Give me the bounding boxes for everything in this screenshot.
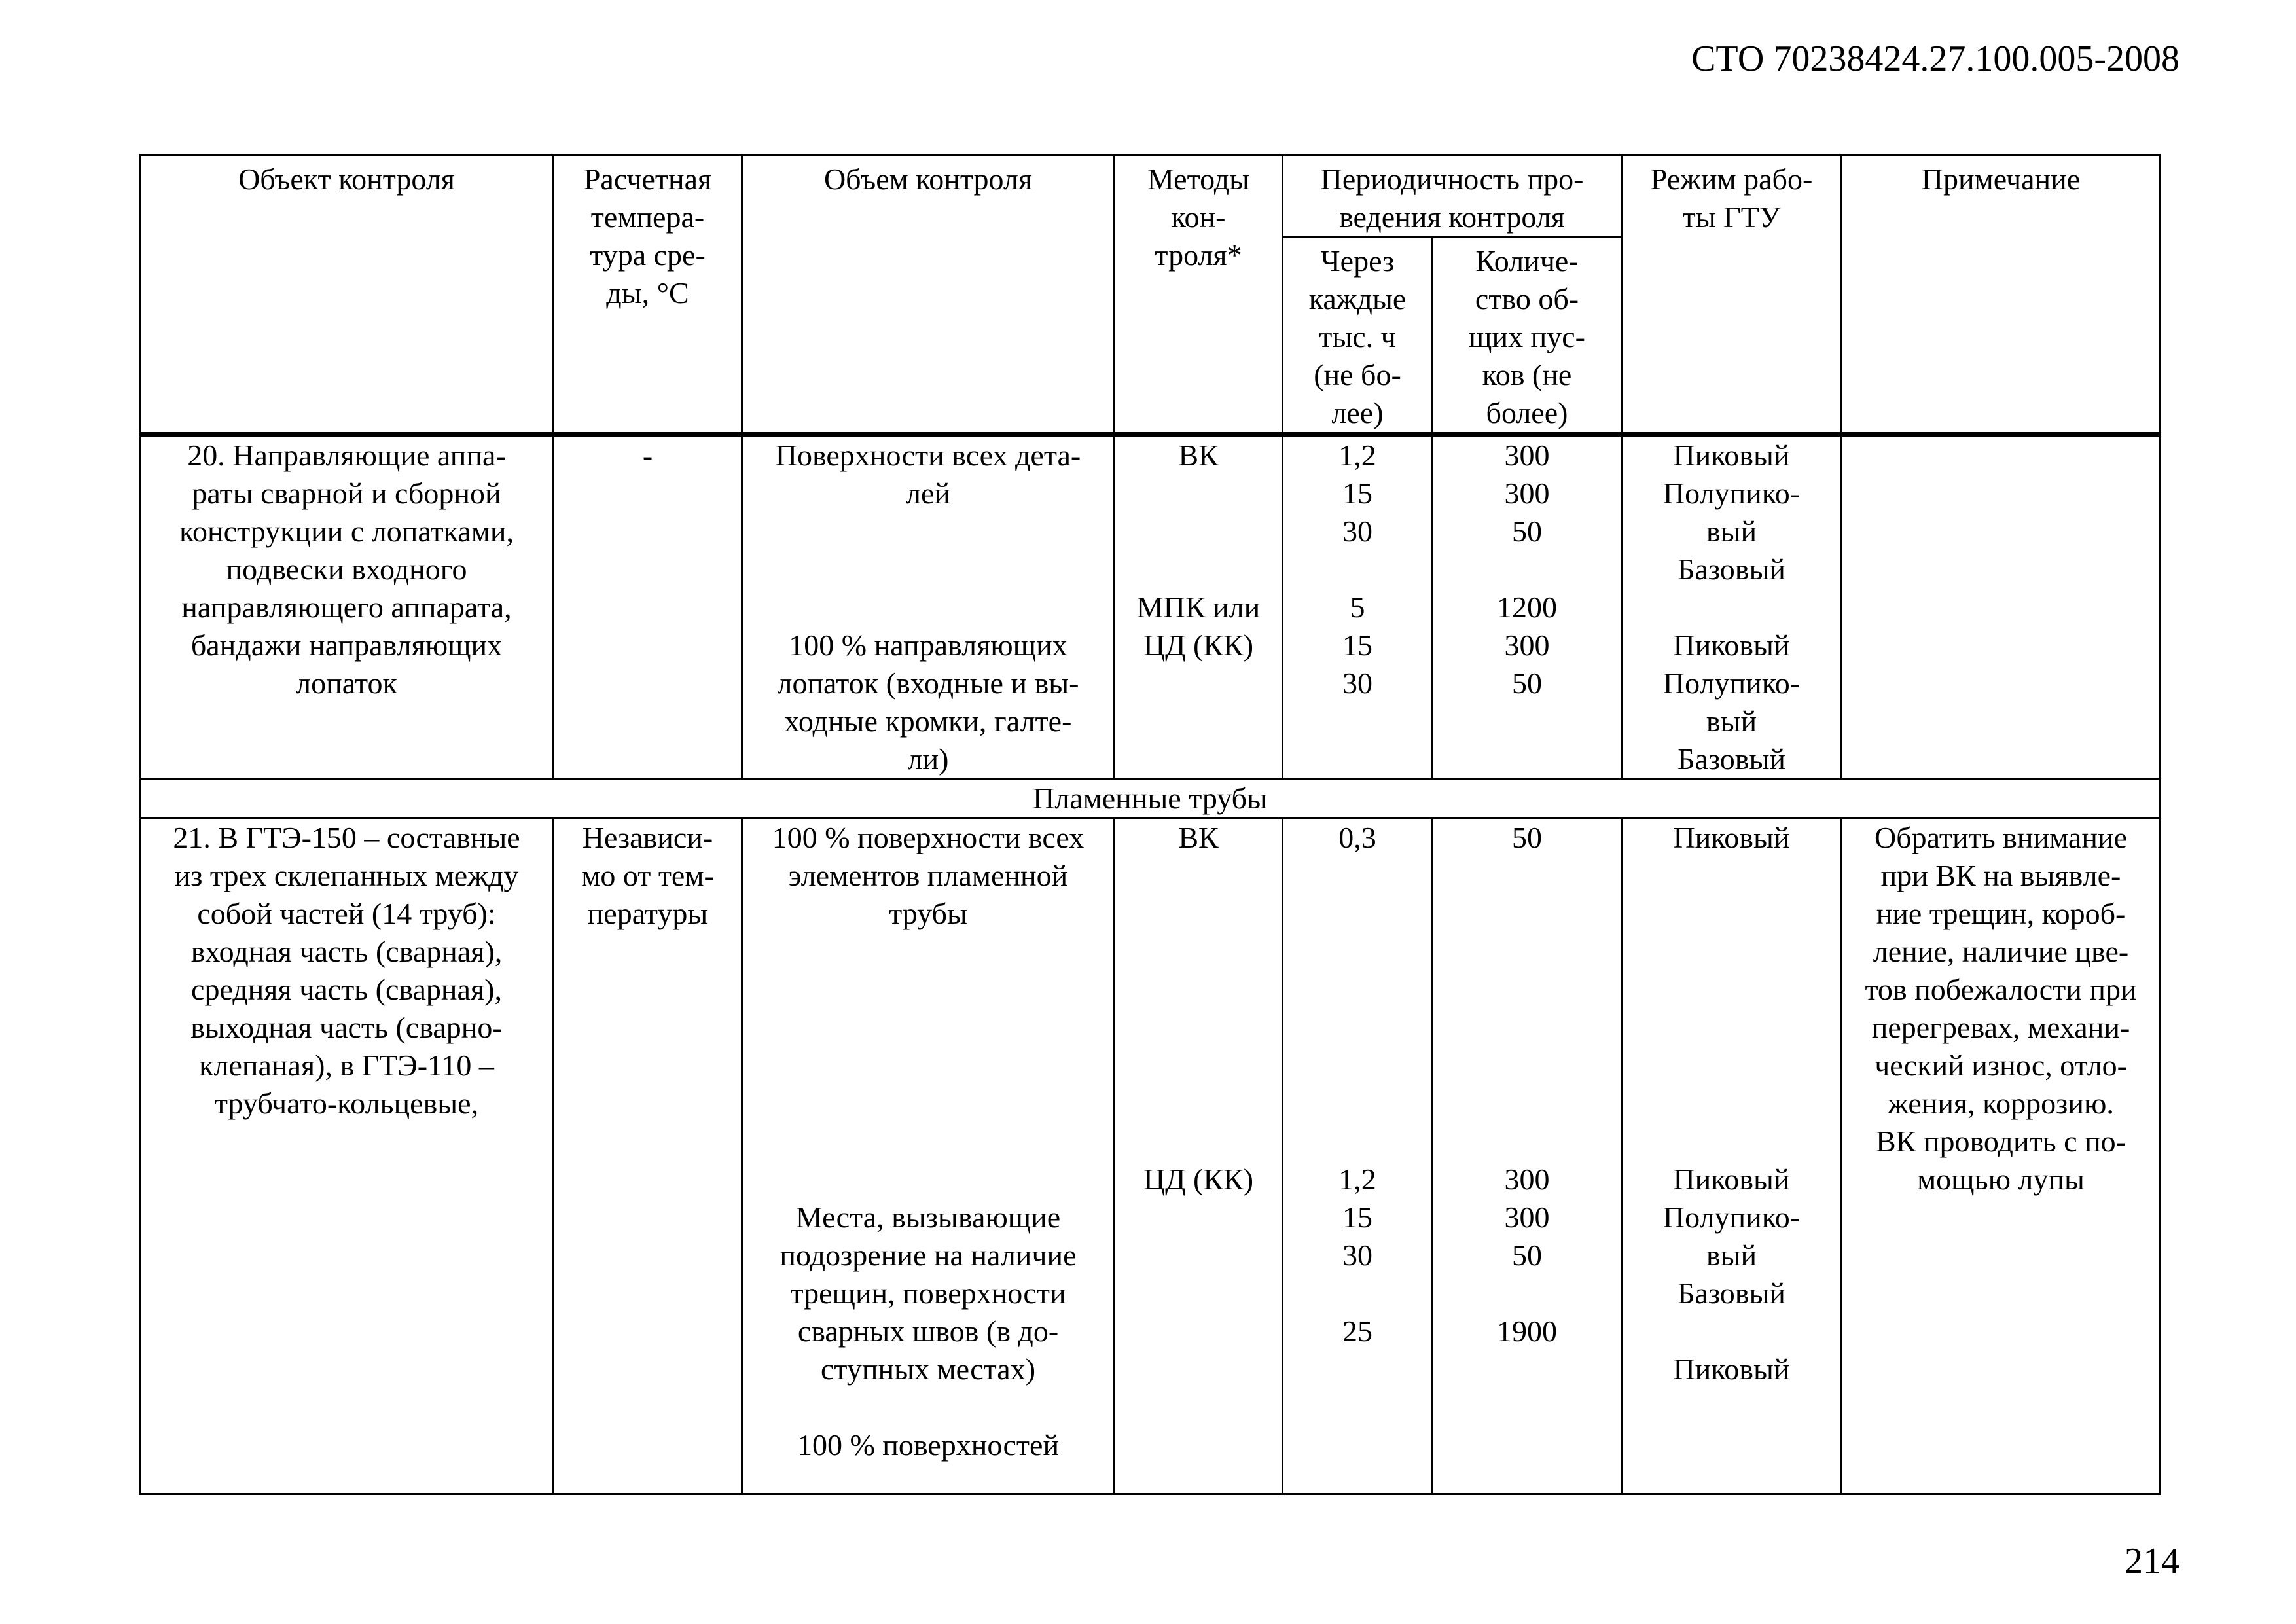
cell-line: вый bbox=[1706, 514, 1757, 548]
cell-line: 15 bbox=[1342, 477, 1372, 510]
cell-line: ЦД (КК) bbox=[1143, 628, 1254, 662]
cell-mode bbox=[1622, 818, 1842, 1494]
cell-line bbox=[747, 1123, 1109, 1161]
cell-line bbox=[747, 550, 1109, 588]
cell-line: трещин, поверхности bbox=[790, 1276, 1066, 1310]
cell-line bbox=[1437, 550, 1617, 588]
control-table bbox=[139, 154, 2161, 1495]
cell-line bbox=[1437, 1426, 1617, 1464]
cell-line bbox=[1119, 971, 1278, 1009]
cell-line bbox=[1287, 1350, 1427, 1388]
cell-line bbox=[1119, 857, 1278, 895]
cell-line: подозрение на наличие bbox=[780, 1238, 1077, 1272]
cell-line bbox=[1119, 1085, 1278, 1123]
cell-object: 21. В ГТЭ-150 – составные из трех склепанных между собой частей (14 труб): входная часть (сварная), средняя часть (сварная), выходная часть (сварно- клепаная), в ГТЭ-110 – трубчато-кольцевые, bbox=[140, 818, 554, 1494]
cell-line: элементов пламенной bbox=[788, 859, 1068, 892]
cell-line bbox=[1437, 1047, 1617, 1085]
cell-line bbox=[1287, 933, 1427, 971]
cell-line: Полупико- bbox=[1662, 666, 1801, 700]
section-row bbox=[140, 780, 2161, 818]
cell-line bbox=[1437, 1009, 1617, 1047]
cell-line: 15 bbox=[1342, 628, 1372, 662]
cell-line: МПК или bbox=[1136, 590, 1261, 624]
cell-line bbox=[1287, 740, 1427, 778]
cell-line bbox=[1287, 857, 1427, 895]
cell-line: 300 bbox=[1504, 1200, 1550, 1234]
table-row bbox=[140, 435, 2161, 780]
cell-line bbox=[1287, 1123, 1427, 1161]
cell-line: 30 bbox=[1342, 666, 1372, 700]
cell-line: вый bbox=[1706, 704, 1757, 738]
cell-line: Полупико- bbox=[1662, 477, 1801, 510]
cell-note: Обратить внимание при ВК на выявле- ние трещин, короб- ление, наличие цве- тов побежалости при перегревах, механи- ческий износ, отло- жения, коррозию. ВК проводить с по- мощью лупы bbox=[1842, 818, 2161, 1494]
cell-line bbox=[1287, 1047, 1427, 1085]
cell-scope bbox=[742, 435, 1115, 780]
header-every-hours: Через каждые тыс. ч (не бо- лее) bbox=[1283, 238, 1433, 435]
cell-line bbox=[1119, 1312, 1278, 1350]
cell-line: 25 bbox=[1342, 1314, 1372, 1348]
cell-methods bbox=[1115, 435, 1283, 780]
cell-line bbox=[1119, 702, 1278, 740]
header-starts: Количе- ство об- щих пус- ков (не более) bbox=[1433, 238, 1622, 435]
cell-line: 1,2 bbox=[1338, 1163, 1376, 1196]
cell-line bbox=[1626, 1123, 1837, 1161]
cell-line: 1900 bbox=[1497, 1314, 1557, 1348]
cell-line bbox=[747, 1085, 1109, 1123]
cell-temperature: - bbox=[554, 435, 742, 780]
cell-line bbox=[747, 513, 1109, 550]
cell-mode bbox=[1622, 435, 1842, 780]
cell-line bbox=[1287, 1009, 1427, 1047]
cell-line: ли) bbox=[907, 742, 949, 776]
cell-line: ступных местах) bbox=[820, 1352, 1036, 1386]
cell-line: 5 bbox=[1350, 590, 1365, 624]
cell-line bbox=[1119, 740, 1278, 778]
cell-line bbox=[1119, 895, 1278, 933]
cell-line bbox=[1287, 702, 1427, 740]
cell-line bbox=[1437, 1388, 1617, 1426]
cell-line: Базовый bbox=[1677, 552, 1785, 586]
table-row bbox=[140, 818, 2161, 1494]
cell-line: Пиковый bbox=[1673, 821, 1790, 854]
header-note: Примечание bbox=[1842, 156, 2161, 435]
cell-line: Пиковый bbox=[1673, 439, 1790, 472]
cell-line bbox=[1287, 895, 1427, 933]
cell-line bbox=[1626, 933, 1837, 971]
cell-line: Пиковый bbox=[1673, 1352, 1790, 1386]
cell-line bbox=[1626, 588, 1837, 626]
cell-line: 30 bbox=[1342, 1238, 1372, 1272]
cell-line: ВК bbox=[1178, 439, 1219, 472]
cell-line: 0,3 bbox=[1338, 821, 1376, 854]
cell-line: Места, вызывающие bbox=[795, 1200, 1061, 1234]
cell-line bbox=[747, 971, 1109, 1009]
cell-line: 300 bbox=[1504, 477, 1550, 510]
cell-temperature: Независи- мо от тем- пературы bbox=[554, 818, 742, 1494]
cell-line bbox=[1626, 857, 1837, 895]
cell-line bbox=[1119, 1199, 1278, 1236]
cell-line: Полупико- bbox=[1662, 1200, 1801, 1234]
cell-scope bbox=[742, 818, 1115, 1494]
cell-line bbox=[1287, 1388, 1427, 1426]
cell-object: 20. Направляющие аппа- раты сварной и сборной конструкции с лопатками, подвески входного направляющего аппарата, бандажи направляющих лопаток bbox=[140, 435, 554, 780]
cell-line: сварных швов (в до- bbox=[797, 1314, 1059, 1348]
cell-line: 30 bbox=[1342, 514, 1372, 548]
cell-line bbox=[1437, 1274, 1617, 1312]
cell-line bbox=[1437, 1123, 1617, 1161]
cell-line: 15 bbox=[1342, 1200, 1372, 1234]
cell-line: Пиковый bbox=[1673, 1163, 1790, 1196]
cell-line bbox=[747, 1047, 1109, 1085]
cell-line bbox=[1437, 1085, 1617, 1123]
cell-line: Поверхности всех дета- bbox=[775, 439, 1081, 472]
cell-line: 50 bbox=[1512, 666, 1542, 700]
cell-line bbox=[1119, 1426, 1278, 1464]
cell-line: 100 % направляющих bbox=[789, 628, 1067, 662]
cell-line: трубы bbox=[889, 897, 967, 930]
cell-starts bbox=[1433, 818, 1622, 1494]
cell-line: 100 % поверхностей bbox=[797, 1428, 1060, 1462]
cell-line bbox=[1437, 933, 1617, 971]
header-scope: Объем контроля bbox=[742, 156, 1115, 435]
cell-line: 1200 bbox=[1497, 590, 1557, 624]
cell-line bbox=[1119, 1274, 1278, 1312]
cell-line: Базовый bbox=[1677, 1276, 1785, 1310]
cell-line bbox=[1119, 513, 1278, 550]
cell-line: 100 % поверхности всех bbox=[772, 821, 1085, 854]
cell-hours bbox=[1283, 435, 1433, 780]
cell-line bbox=[1287, 550, 1427, 588]
header-temperature: Расчетная темпера- тура сре- ды, °С bbox=[554, 156, 742, 435]
cell-line bbox=[1287, 1085, 1427, 1123]
cell-line bbox=[1119, 933, 1278, 971]
document-code: СТО 70238424.27.100.005-2008 bbox=[1691, 39, 2179, 79]
cell-line bbox=[1626, 1009, 1837, 1047]
cell-note bbox=[1842, 435, 2161, 780]
cell-line: Пиковый bbox=[1673, 628, 1790, 662]
cell-line bbox=[747, 1388, 1109, 1426]
cell-line bbox=[1119, 1350, 1278, 1388]
cell-line: ходные кромки, галте- bbox=[784, 704, 1072, 738]
cell-line bbox=[1287, 1426, 1427, 1464]
cell-line: 50 bbox=[1512, 821, 1542, 854]
cell-line bbox=[1287, 971, 1427, 1009]
header-periodicity: Периодичность про- ведения контроля bbox=[1283, 156, 1622, 238]
cell-line bbox=[1119, 1123, 1278, 1161]
cell-hours bbox=[1283, 818, 1433, 1494]
header-object: Объект контроля bbox=[140, 156, 554, 435]
cell-line bbox=[1437, 895, 1617, 933]
cell-line bbox=[1437, 1350, 1617, 1388]
cell-line bbox=[1626, 1085, 1837, 1123]
cell-line: ВК bbox=[1178, 821, 1219, 854]
cell-line: 300 bbox=[1504, 439, 1550, 472]
cell-line bbox=[747, 1009, 1109, 1047]
cell-line: Базовый bbox=[1677, 742, 1785, 776]
cell-line bbox=[1119, 1236, 1278, 1274]
header-mode: Режим рабо- ты ГТУ bbox=[1622, 156, 1842, 435]
cell-line: лопаток (входные и вы- bbox=[777, 666, 1079, 700]
section-title: Пламенные трубы bbox=[140, 780, 2161, 818]
cell-line bbox=[1119, 550, 1278, 588]
cell-line: вый bbox=[1706, 1238, 1757, 1272]
cell-line bbox=[1626, 1388, 1837, 1426]
cell-line bbox=[747, 1161, 1109, 1199]
cell-line bbox=[1626, 895, 1837, 933]
cell-line bbox=[1626, 1047, 1837, 1085]
cell-line bbox=[1437, 740, 1617, 778]
cell-line: 300 bbox=[1504, 628, 1550, 662]
header-methods: Методы кон- троля* bbox=[1115, 156, 1283, 435]
cell-line: 300 bbox=[1504, 1163, 1550, 1196]
cell-line: лей bbox=[906, 477, 950, 510]
cell-line: 1,2 bbox=[1338, 439, 1376, 472]
cell-line: 50 bbox=[1512, 1238, 1542, 1272]
cell-line: 50 bbox=[1512, 514, 1542, 548]
cell-line bbox=[1287, 1274, 1427, 1312]
cell-starts bbox=[1433, 435, 1622, 780]
cell-line bbox=[1437, 971, 1617, 1009]
cell-line bbox=[1119, 1009, 1278, 1047]
cell-methods bbox=[1115, 818, 1283, 1494]
cell-line bbox=[1437, 857, 1617, 895]
cell-line bbox=[1119, 1047, 1278, 1085]
page-number: 214 bbox=[2125, 1541, 2179, 1581]
cell-line bbox=[1626, 1426, 1837, 1464]
cell-line bbox=[747, 933, 1109, 971]
cell-line bbox=[1119, 1388, 1278, 1426]
cell-line bbox=[1119, 664, 1278, 702]
cell-line bbox=[1626, 1312, 1837, 1350]
cell-line: ЦД (КК) bbox=[1143, 1163, 1254, 1196]
cell-line bbox=[1437, 702, 1617, 740]
cell-line bbox=[1119, 475, 1278, 513]
cell-line bbox=[1626, 971, 1837, 1009]
cell-line bbox=[747, 588, 1109, 626]
